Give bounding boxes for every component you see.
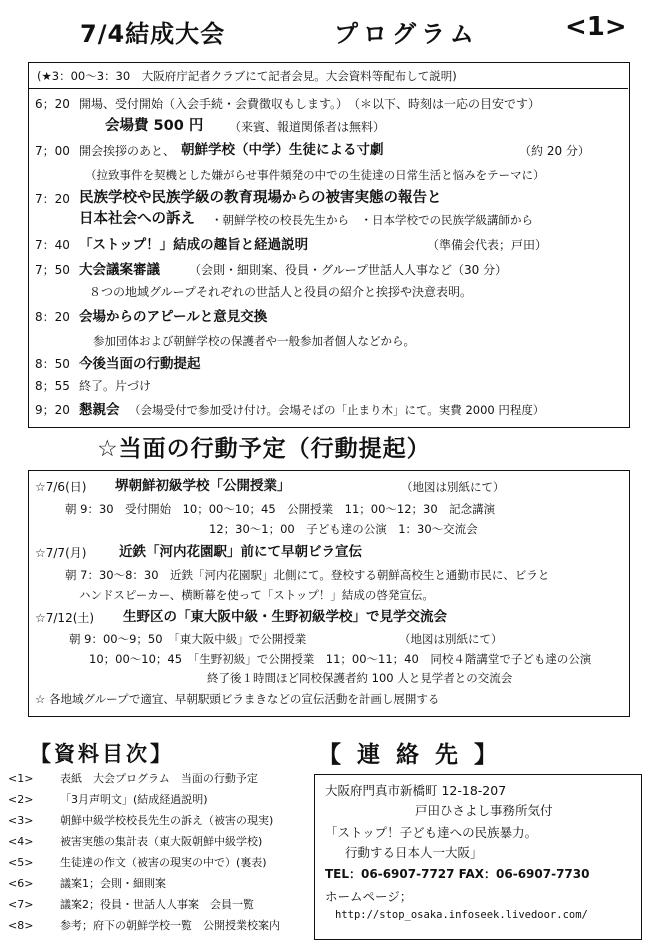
action-date: ☆7/7(月) [35,546,87,560]
action-plan-box [28,470,630,717]
program-desc: （拉致事件を契機とした嫌がらせ事件頻発の中での生徒達の日常生活と悩みをテーマに） [85,168,545,182]
contact-address: 大阪府門真市新橋町 12-18-207 [325,783,507,798]
index-number: <8> [8,919,34,932]
program-desc: ・朝鮮学校の校長先生から ・日本学校での民族学級講師から [211,213,533,227]
action-detail-text: 朝 9：30 受付開始 10；00～10；45 公開授業 11；00～12；30 記念講演 [65,502,496,516]
action-detail-text: ハンドスピーカー、横断幕を使って「ストップ！」結成の啓発宣伝。 [79,588,434,602]
program-time: 8；55 [35,379,70,393]
agenda-title: 大会議案審議 [79,262,160,278]
program-title: プログラム [334,20,479,48]
contact-org-line1: 「ストップ！子ども達への民族暴力。 [325,825,538,840]
fee-label: 会場費 500 円 [105,118,204,134]
action-detail-text: 10；00～10；45 「生野初級」で公開授業 11；00～11；40 同校４階講堂で子ども達の公演 [89,652,592,666]
contact-office: 戸田ひさよし事務所気付 [415,803,553,818]
appeal-title: 日本社会への訴え [79,211,195,227]
index-number: <4> [8,835,34,848]
index-text: 参考；府下の朝鮮学校一覧 公開授業校案内 [60,919,280,932]
action-title: 近鉄「河内花園駅」前にて早朝ビラ宣伝 [119,544,362,560]
press-note-bar [29,63,628,89]
program-time: 8：20 [35,310,70,324]
exchange-title: 会場からのアピールと意見交換 [79,309,268,325]
action-general: ☆ 各地域グループで適宜、早朝駅頭ビラまきなどの宣伝活動を計画し展開する [35,692,440,706]
program-time: 7；50 [35,263,70,277]
party-title: 懇親会 [79,402,120,418]
purpose-title: 「ストップ！」結成の趣旨と経過説明 [79,237,309,253]
index-item [8,854,267,870]
index-item [8,875,166,891]
index-text: 「3月声明文」(結成経過説明) [60,793,208,806]
index-number: <1> [8,772,34,785]
action-title: 生野区の「東大阪中級・生野初級学校」で見学交流会 [123,609,447,625]
program-desc: （準備会代表；戸田） [427,238,548,252]
action-detail-text: 朝 7：30～8：30 近鉄「河内花園駅」北側にて。登校する朝鮮高校生と通勤市民に、ビラと [65,568,550,582]
program-desc: 開会挨拶のあと、 [79,144,176,158]
page-title: 7/4結成大会 [80,20,226,48]
contact-tel-fax: TEL：06-6907-7727 FAX：06-6907-7730 [325,867,590,881]
action-detail-text: 12；30～1；00 子ども達の公演 1：30～交流会 [209,522,478,536]
program-desc: （会場受付で参加受け付け。会場そばの「止まり木」にて。実費 2000 円程度） [129,403,545,417]
program-box [28,62,630,428]
index-number: <5> [8,856,34,869]
press-note: (★3：00～3：30 大阪府庁記者クラブにて記者会見。大会資料等配布して説明) [37,69,457,83]
map-note: （地図は別紙にて） [401,480,505,494]
action-detail-text: 朝 9：00～9；50 「東大阪中級」で公開授業 [69,632,307,646]
page-number: <1> [565,12,627,42]
index-number: <6> [8,877,34,890]
action-title: 今後当面の行動提起 [79,356,201,372]
program-desc: 開場、受付開始（入会手続・会費徴収もします。） （＊以下、時刻は一応の目安です） [79,97,541,111]
action-plan-title: ☆当面の行動予定（行動提起） [97,436,431,462]
action-date: ☆7/6(日) [35,480,87,494]
index-title: 【資料目次】 [30,742,174,766]
index-number: <7> [8,898,34,911]
program-time: 8：50 [35,357,70,371]
program-time: 7：40 [35,238,70,252]
contact-box [314,774,642,940]
program-desc: 終了。片づけ [79,379,152,393]
map-note: （地図は別紙にて） [399,632,503,646]
index-item [8,896,254,912]
index-number: <2> [8,793,34,806]
program-desc-tail: （約 20 分） [519,144,590,158]
action-plan-heading [0,430,650,466]
index-text: 生徒達の作文（被害の現実の中で）(裏表) [60,856,267,869]
index-text: 朝鮮中級学校校長先生の訴え（被害の現実) [60,814,274,827]
index-item [8,833,262,849]
index-item [8,791,208,807]
contact-title: 【連絡先】 [318,742,513,768]
action-date: ☆7/12(土) [35,611,95,625]
index-text: 表紙 大会プログラム 当面の行動予定 [60,772,258,785]
index-item [8,770,258,786]
index-number: <3> [8,814,34,827]
program-time: 7；00 [35,144,70,158]
action-title: 堺朝鮮初級学校「公開授業」 [115,478,291,494]
program-time: 9；20 [35,403,70,417]
program-desc: ８つの地域グループそれぞれの世話人と役員の紹介と挨拶や決意表明。 [89,285,473,299]
index-text: 被害実態の集計表（東大阪朝鮮中級学校) [60,835,263,848]
contact-hp-label: ホームページ； [325,889,413,904]
index-item [8,917,280,933]
contact-url[interactable]: http://stop_osaka.infoseek.livedoor.com/ [335,909,588,921]
program-time: 6；20 [35,97,70,111]
program-time: 7：20 [35,192,70,206]
program-desc: （会則・細則案、役員・グループ世話人人事など（30 分） [189,263,508,277]
index-text: 議案1；会則・細則案 [60,877,166,890]
program-desc: 参加団体および朝鮮学校の保護者や一般参加者個人などから。 [93,334,415,348]
skit-title: 朝鮮学校（中学）生徒による寸劇 [181,142,384,158]
fee-note: （来賓、報道関係者は無料） [229,120,386,134]
contact-org-line2: 行動する日本人一大阪」 [345,845,483,860]
page-header [0,12,650,52]
index-text: 議案2；役員・世話人人事案 会員一覧 [60,898,254,911]
index-list [0,770,310,945]
action-detail-text: 終了後１時間ほど同校保護者約 100 人と見学者との交流会 [207,671,513,685]
index-item [8,812,273,828]
report-title: 民族学校や民族学級の教育現場からの被害実態の報告と [79,190,442,206]
